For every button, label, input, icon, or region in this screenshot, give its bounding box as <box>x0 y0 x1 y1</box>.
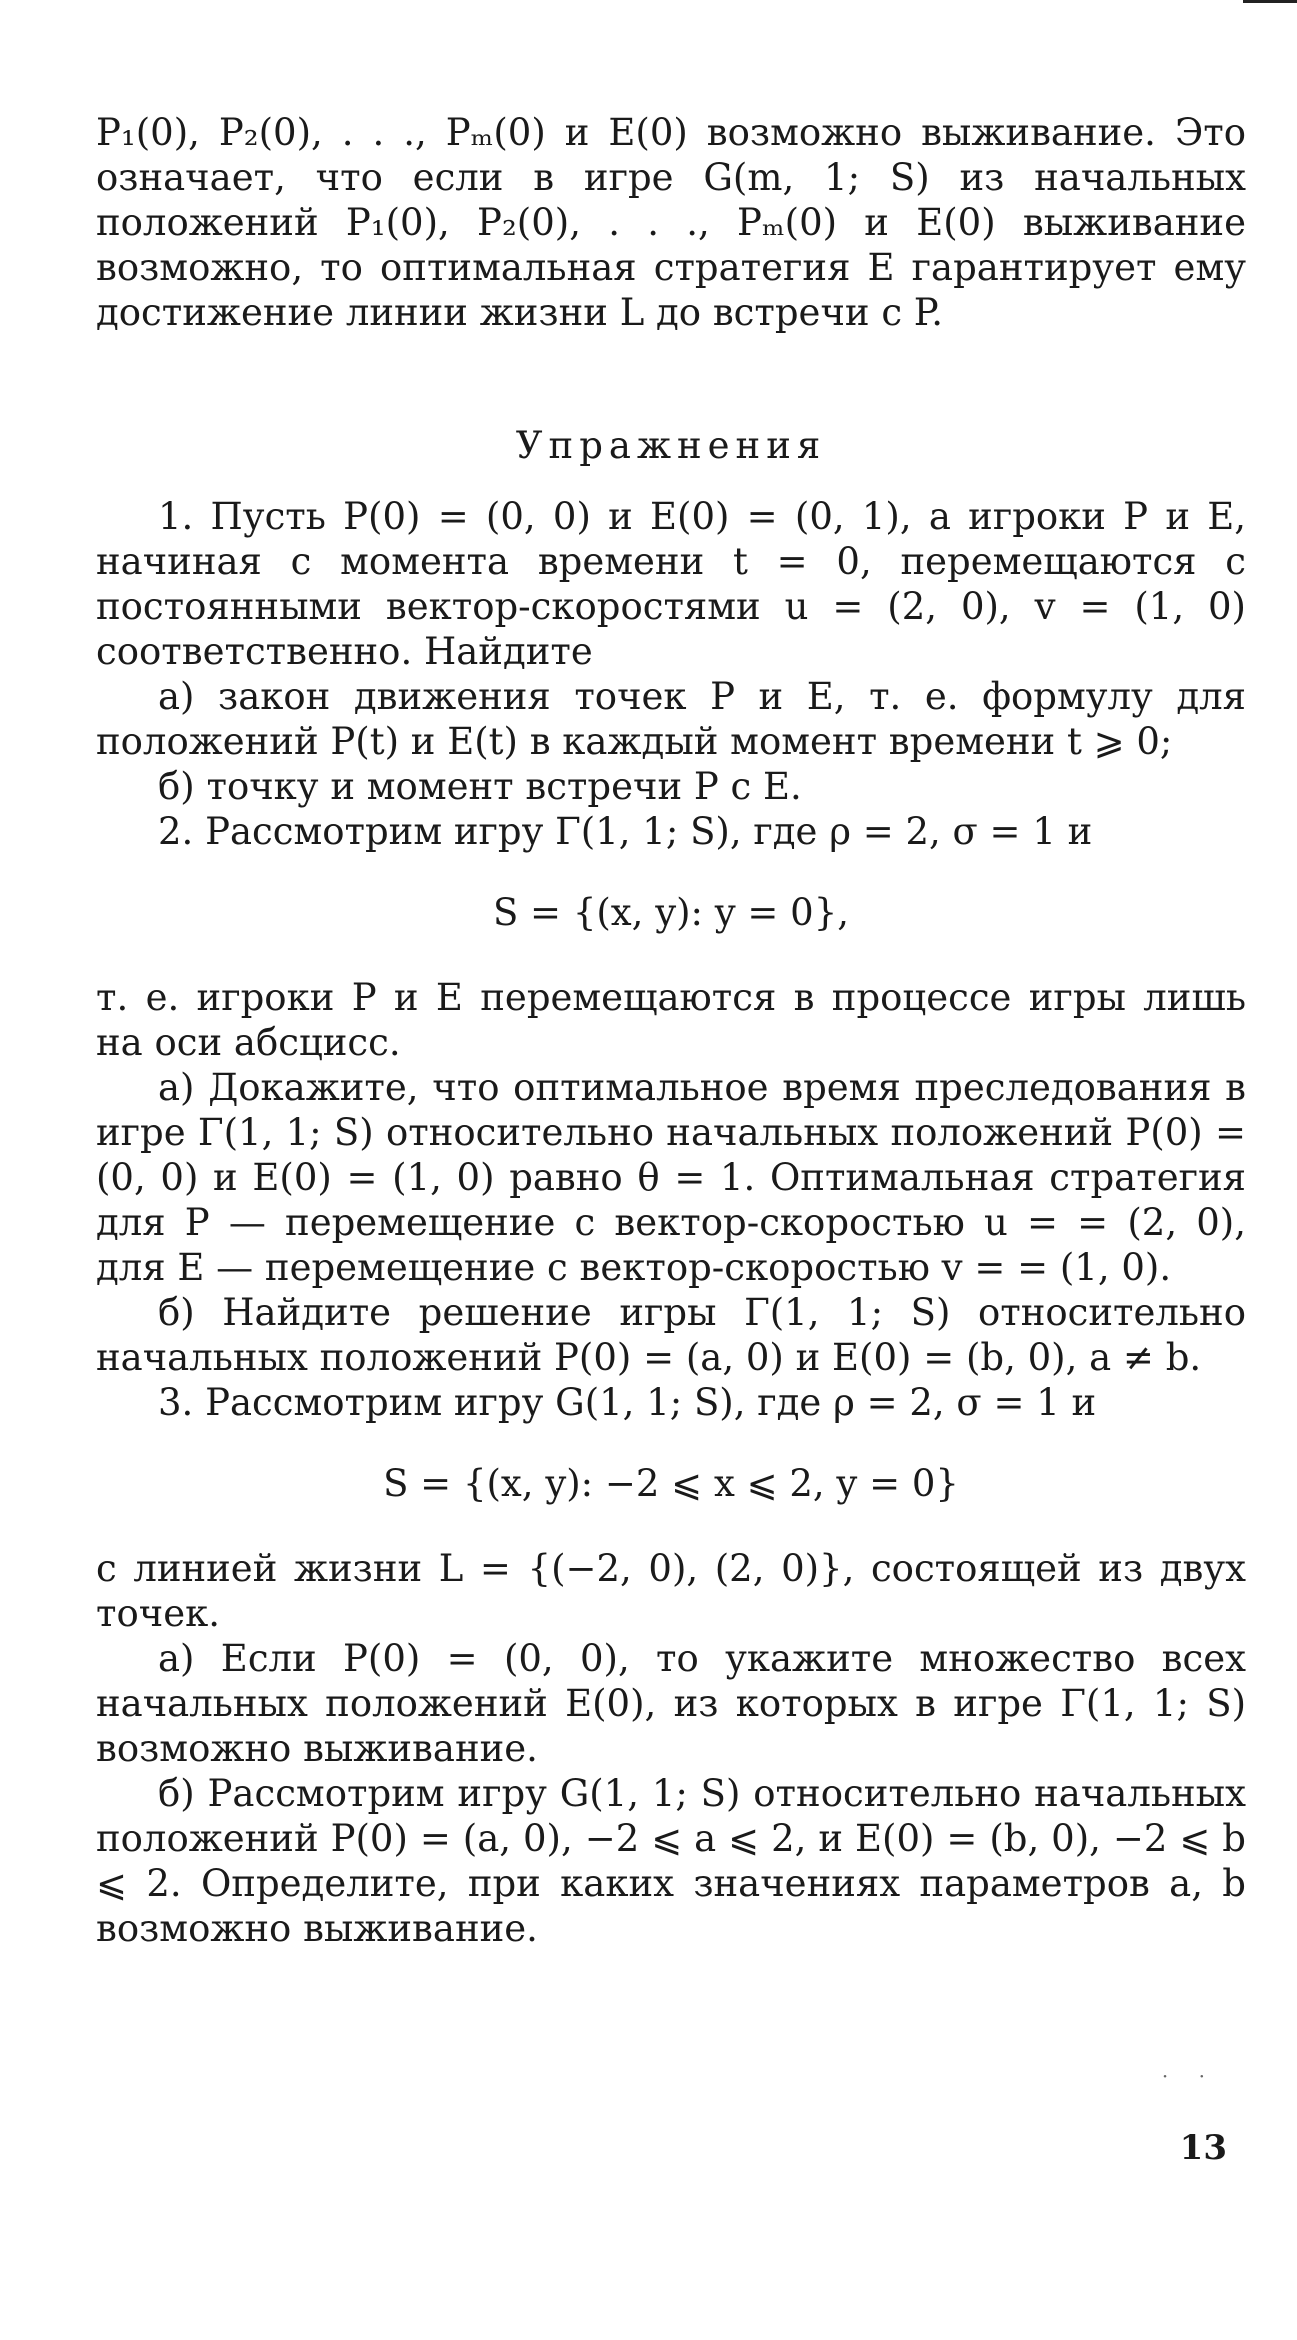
exercise-2-part-a: а) Докажите, что оптимальное время преследования в игре Γ(1, 1; S) относительно начальных положений P(0) = (0, 0) и E(0) = (1, 0) равно θ = 1. Оптимальная стратегия для P — перемещение с вектор-скоростью u = = (2, 0), для E — перемещение с вектор-скоростью v = = (1, 0). <box>96 1066 1246 1289</box>
intro-rest: Это означает, что если в игре G(m, 1; S) из начальных положений P₁(0), P₂(0), . . ., Pₘ(0) и E(0) выживание возможно, то оптимальная стратегия E гарантирует ему достижение линии жизни L до встречи с P. <box>96 111 1247 334</box>
exercise-1-part-a: а) закон движения точек P и E, т. е. формулу для положений P(t) и E(t) в каждый момент времени t ⩾ 0; <box>96 675 1247 763</box>
exercise-3-part-a: а) Если P(0) = (0, 0), то укажите множество всех начальных положений E(0), из которых в игре Γ(1, 1; S) возможно выживание. <box>96 1637 1246 1770</box>
exercise-1-statement: 1. Пусть P(0) = (0, 0) и E(0) = (0, 1), а игроки P и E, начиная с момента времени t = 0, перемещаются с постоянными вектор-скоростями u = (2, 0), v = (1, 0) соответственно. Найдите <box>96 495 1246 673</box>
exercise-2-formula: S = {(x, y): y = 0}, <box>492 891 850 934</box>
exercise-1-part-b: б) точку и момент встречи P с E. <box>158 765 802 808</box>
exercise-2-continuation: т. е. игроки P и E перемещаются в процессе игры лишь на оси абсцисс. <box>96 976 1246 1064</box>
exercise-3-formula: S = {(x, y): −2 ⩽ x ⩽ 2, y = 0} <box>383 1462 959 1505</box>
exercise-3-statement: 3. Рассмотрим игру G(1, 1; S), где ρ = 2, σ = 1 и <box>158 1381 1097 1424</box>
scan-specks: · · <box>1161 2064 1217 2088</box>
intro-paragraph <box>96 110 1246 335</box>
exercise-3-part-b: б) Рассмотрим игру G(1, 1; S) относительно начальных положений P(0) = (a, 0), −2 ⩽ a ⩽ 2, и E(0) = (b, 0), −2 ⩽ b ⩽ 2. Определите, при каких значениях параметров a, b возможно выживание. <box>96 1772 1246 1950</box>
exercise-2-statement: 2. Рассмотрим игру Γ(1, 1; S), где ρ = 2, σ = 1 и <box>158 810 1093 853</box>
top-edge-rule <box>1243 0 1297 3</box>
page-body <box>96 110 1246 1951</box>
section-title: Упражнения <box>515 424 827 467</box>
page-number: 13 <box>1179 2128 1227 2168</box>
exercise-2-part-b: б) Найдите решение игры Γ(1, 1; S) относительно начальных положений P(0) = (a, 0) и E(0) = (b, 0), a ≠ b. <box>96 1291 1246 1379</box>
exercise-3-continuation: с линией жизни L = {(−2, 0), (2, 0)}, состоящей из двух точек. <box>96 1547 1246 1635</box>
intro-line-1: P₁(0), P₂(0), . . ., Pₘ(0) и E(0) возможно выживание. <box>96 111 1156 154</box>
